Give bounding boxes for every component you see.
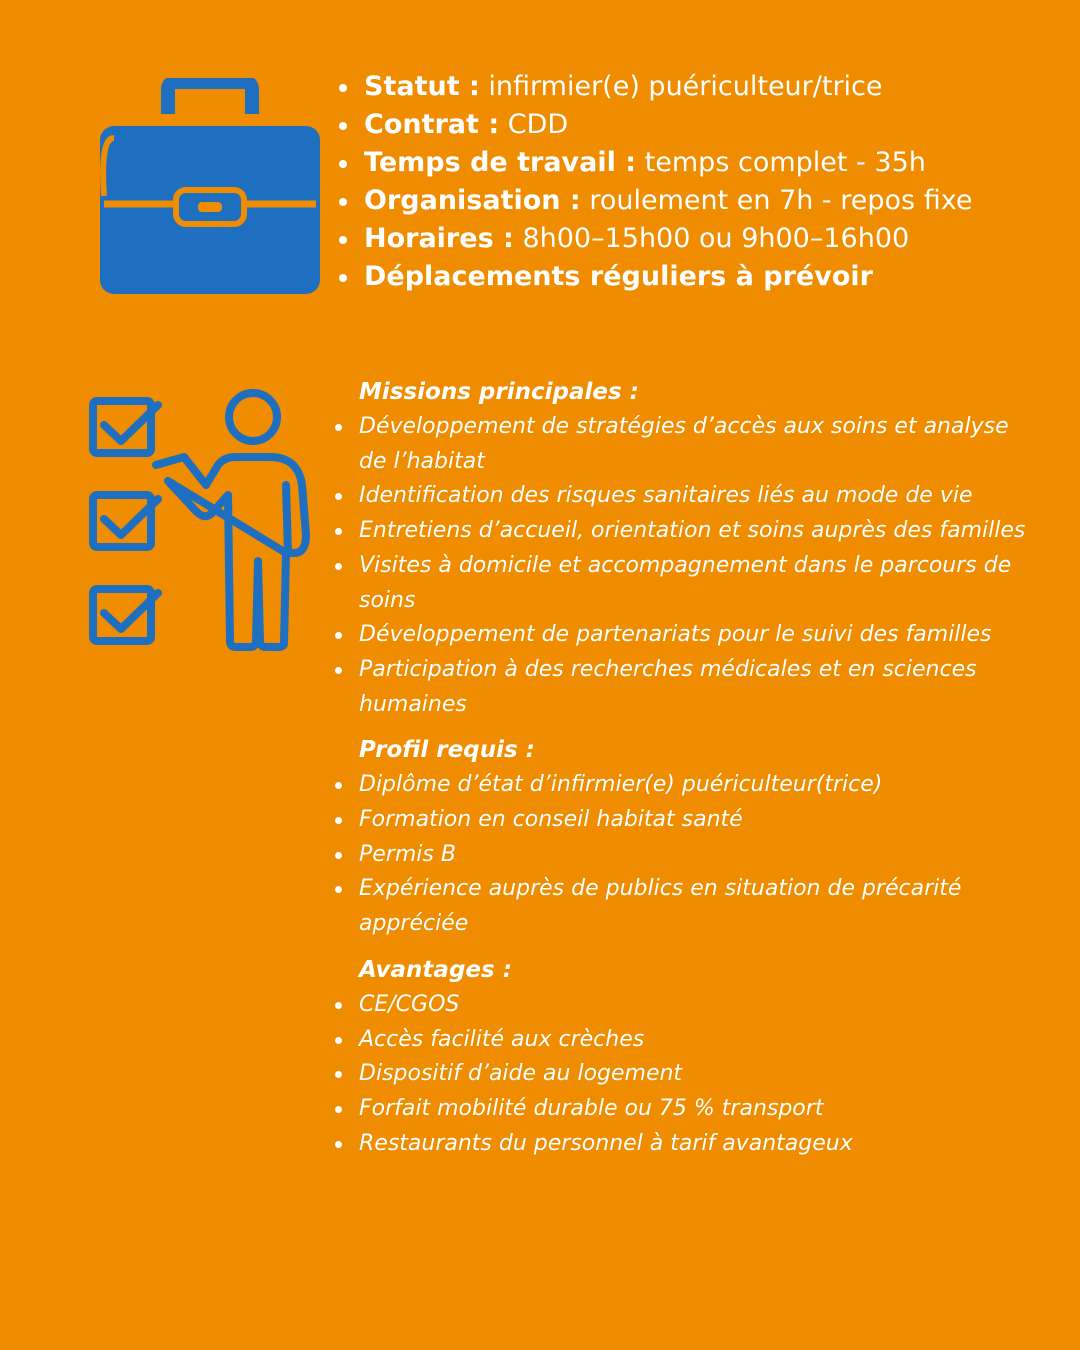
job-info-label: Contrat : xyxy=(364,109,500,140)
list-item: Forfait mobilité durable ou 75 % transport xyxy=(331,1092,1031,1127)
job-info-value: roulement en 7h - repos fixe xyxy=(589,185,973,216)
details-sections xyxy=(331,374,1031,1161)
job-info-value: infirmier(e) puériculteur/trice xyxy=(488,71,883,102)
list-item: Entretiens d’accueil, orientation et soins auprès des familles xyxy=(331,514,1031,549)
list-item: Accès facilité aux crèches xyxy=(331,1023,1031,1058)
job-info-label: Temps de travail : xyxy=(364,147,637,178)
job-info-item xyxy=(336,182,1036,220)
list-item: Restaurants du personnel à tarif avantageux xyxy=(331,1127,1031,1162)
briefcase-icon xyxy=(96,78,324,298)
job-info-item xyxy=(336,106,1036,144)
missions-title: Missions principales : xyxy=(359,379,639,405)
list-item: Développement de stratégies d’accès aux soins et analyse de l’habitat xyxy=(331,410,1031,479)
job-info-item xyxy=(336,220,1036,258)
job-info-label: Statut : xyxy=(364,71,480,102)
job-info-value: 8h00–15h00 ou 9h00–16h00 xyxy=(522,223,910,254)
profil-title: Profil requis : xyxy=(359,737,535,764)
job-info-label: Horaires : xyxy=(364,223,514,254)
list-item: Dispositif d’aide au logement xyxy=(331,1057,1031,1092)
list-item: Permis B xyxy=(331,838,1031,873)
presenter-checklist-icon xyxy=(88,385,313,653)
list-item: Développement de partenariats pour le suivi des familles xyxy=(331,618,1031,653)
avantages-list xyxy=(331,988,1031,1162)
list-item: Visites à domicile et accompagnement dans le parcours de soins xyxy=(331,549,1031,618)
list-item: Participation à des recherches médicales et en sciences humaines xyxy=(331,653,1031,722)
job-info-item xyxy=(336,258,1036,296)
profil-list xyxy=(331,768,1031,942)
job-info-list xyxy=(336,68,1036,296)
job-info-item xyxy=(336,68,1036,106)
job-info-value: CDD xyxy=(507,109,569,140)
list-item: Formation en conseil habitat santé xyxy=(331,803,1031,838)
job-info-value: temps complet - 35h xyxy=(644,147,926,178)
job-info-label: Déplacements réguliers à prévoir xyxy=(364,261,873,292)
list-item: CE/CGOS xyxy=(331,988,1031,1023)
list-item: Identification des risques sanitaires liés au mode de vie xyxy=(331,479,1031,514)
list-item: Expérience auprès de publics en situation de précarité appréciée xyxy=(331,872,1031,941)
job-info-item xyxy=(336,144,1036,182)
missions-list xyxy=(331,410,1031,722)
avantages-title: Avantages : xyxy=(359,956,512,983)
list-item: Diplôme d’état d’infirmier(e) puériculteur(trice) xyxy=(331,768,1031,803)
job-info-label: Organisation : xyxy=(364,185,581,216)
